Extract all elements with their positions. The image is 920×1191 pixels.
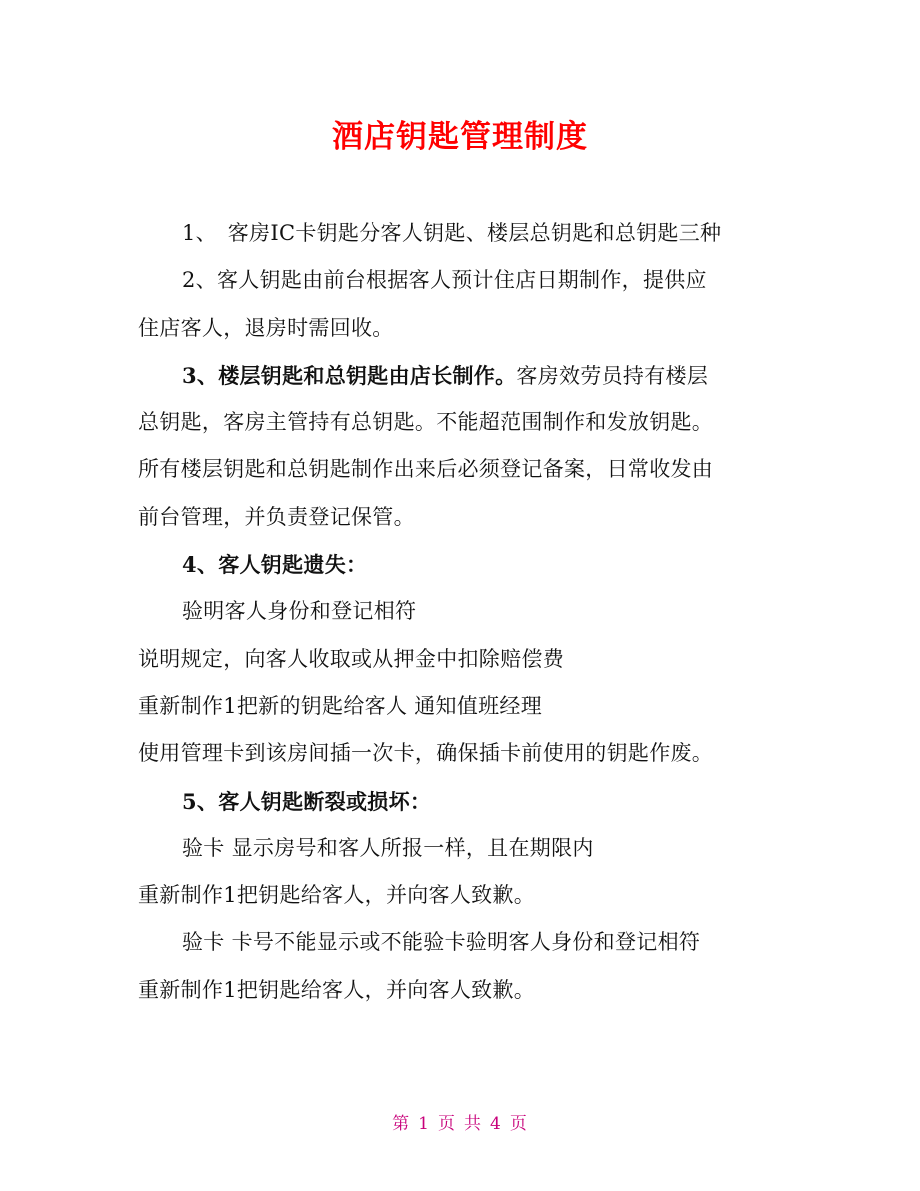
footer-total-pages: 4 [490,1114,502,1134]
section-4-line-2: 说明规定，向客人收取或从押金中扣除赔偿费 [138,646,564,671]
section-5-line-1: 验卡 显示房号和客人所报一样，且在期限内 [182,835,594,860]
section-5-line-4: 重新制作1把钥匙给客人，并向客人致歉。 [138,977,536,1002]
section-4-heading: 4、客人钥匙遗失： [182,552,368,578]
footer-mid-2: 共 [464,1114,482,1134]
section-5-line-3: 验卡 卡号不能显示或不能验卡验明客人身份和登记相符 [182,930,701,955]
section-4-line-1: 验明客人身份和登记相符 [182,599,417,624]
paragraph-3-line-2: 总钥匙，客房主管持有总钥匙。不能超范围制作和发放钥匙。 [138,410,714,435]
paragraph-2-line-2: 住店客人，退房时需回收。 [138,315,394,340]
section-5-heading: 5、客人钥匙断裂或损坏： [182,788,432,814]
paragraph-3-bold-lead: 3、楼层钥匙和总钥匙由店长制作。 [182,362,517,388]
footer-mid-1: 页 [438,1114,456,1134]
document-body [138,210,788,1014]
footer-suffix: 页 [509,1114,528,1134]
paragraph-1: 1、 客房IC卡钥匙分客人钥匙、楼层总钥匙和总钥匙三种 [182,221,722,245]
footer-prefix: 第 [392,1114,411,1134]
paragraph-3-line-1-rest: 客房效劳员持有楼层 [516,363,709,388]
paragraph-3-line-4: 前台管理，并负责登记保管。 [138,504,415,529]
paragraph-2-line-1: 2、客人钥匙由前台根据客人预计住店日期制作，提供应 [182,268,707,293]
page-footer [0,1112,920,1136]
document-title: 酒店钥匙管理制度 [332,119,588,155]
section-5-line-2: 重新制作1把钥匙给客人，并向客人致歉。 [138,883,536,908]
paragraph-3-line-1 [138,352,788,399]
section-4-line-4: 使用管理卡到该房间插一次卡，确保插卡前使用的钥匙作废。 [138,741,714,766]
section-4-line-3: 重新制作1把新的钥匙给客人 通知值班经理 [138,693,543,718]
footer-page-number: 1 [418,1114,430,1134]
paragraph-3-line-3: 所有楼层钥匙和总钥匙制作出来后必须登记备案，日常收发由 [138,457,714,482]
